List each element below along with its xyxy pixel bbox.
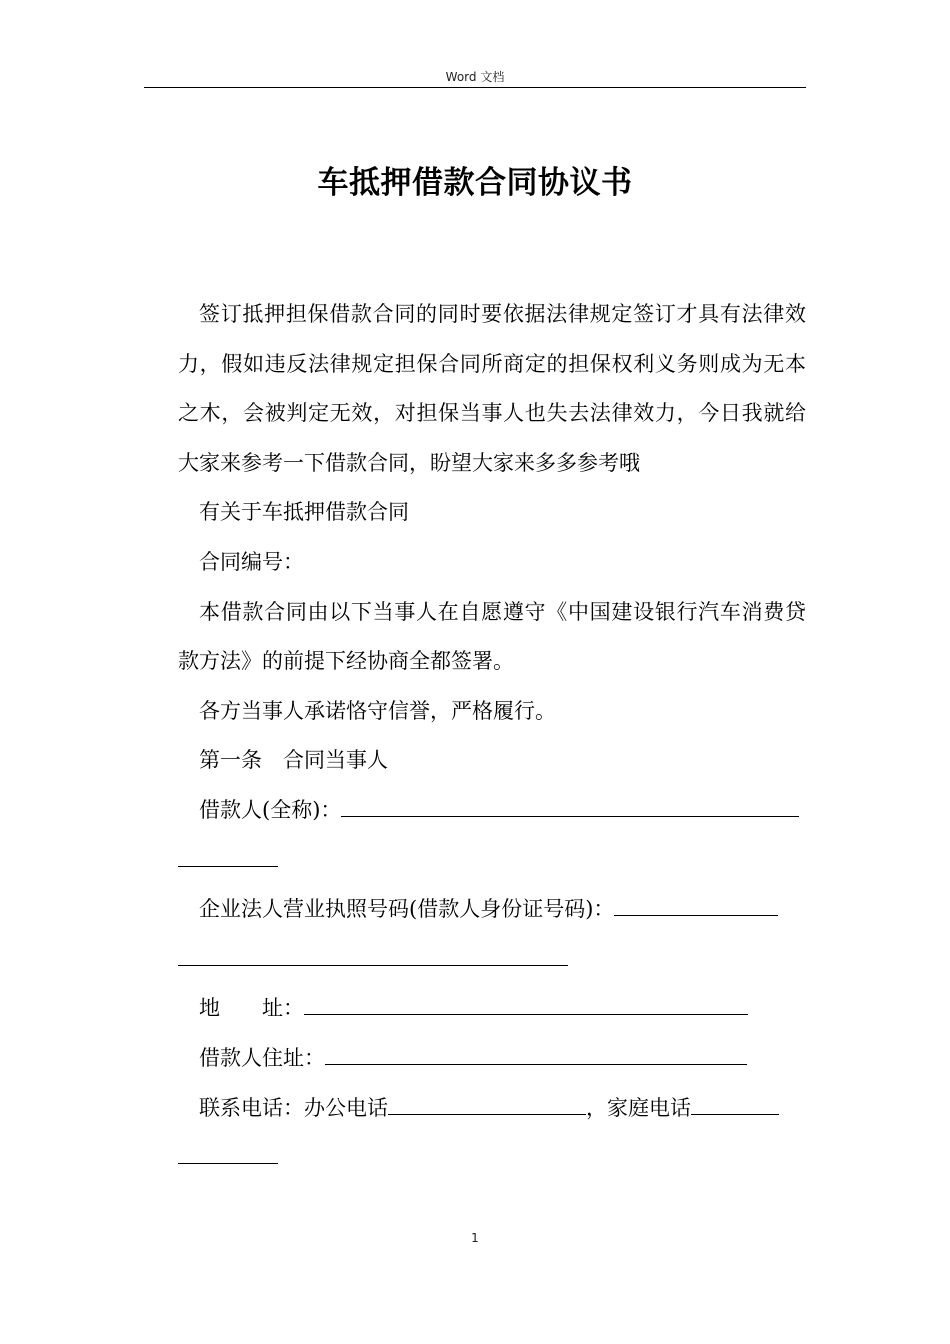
home-phone-blank-continued[interactable] (178, 1145, 278, 1164)
page-header: Word 文档 (445, 70, 505, 84)
borrower-field (178, 786, 806, 836)
borrower-blank-continued[interactable] (178, 848, 278, 867)
home-phone-blank[interactable] (691, 1096, 779, 1115)
subject-line: 有关于车抵押借款合同 (199, 500, 409, 525)
residence-blank[interactable] (325, 1046, 747, 1065)
phone-field (178, 1084, 806, 1134)
page-number: 1 (471, 1231, 479, 1245)
office-phone-label: 联系电话：办公电话 (199, 1095, 388, 1120)
document-body (178, 290, 806, 1183)
license-blank[interactable] (614, 897, 778, 916)
address-blank[interactable] (304, 996, 748, 1015)
borrower-blank[interactable] (341, 798, 799, 817)
phone-field-continued (178, 1133, 806, 1183)
residence-field (178, 1034, 806, 1084)
borrower-field-continued (178, 836, 806, 886)
license-blank-continued[interactable] (178, 947, 568, 966)
borrower-label: 借款人(全称)： (199, 797, 342, 822)
license-field (178, 885, 806, 935)
preamble-paragraph: 本借款合同由以下当事人在自愿遵守《中国建设银行汽车消费贷款方法》的前提下经协商全都签署。 (178, 599, 806, 674)
address-label: 地 址： (199, 996, 304, 1021)
document-title: 车抵押借款合同协议书 (317, 165, 633, 201)
license-label: 企业法人营业执照号码(借款人身份证号码)： (199, 897, 615, 922)
address-field (178, 984, 806, 1034)
article-1-heading: 第一条 合同当事人 (199, 748, 388, 773)
office-phone-blank[interactable] (388, 1096, 586, 1115)
license-field-continued (178, 935, 806, 985)
residence-label: 借款人住址： (199, 1045, 325, 1070)
header-rule (144, 87, 806, 88)
commitment-line: 各方当事人承诺恪守信誉，严格履行。 (199, 698, 556, 723)
home-phone-label: ，家庭电话 (586, 1095, 691, 1120)
contract-number-line: 合同编号： (199, 549, 304, 574)
intro-paragraph: 签订抵押担保借款合同的同时要依据法律规定签订才具有法律效力，假如违反法律规定担保合同所商定的担保权利义务则成为无本之木，会被判定无效，对担保当事人也失去法律效力，今日我就给大家来参考一下借款合同，盼望大家来多多参考哦 (178, 302, 806, 475)
